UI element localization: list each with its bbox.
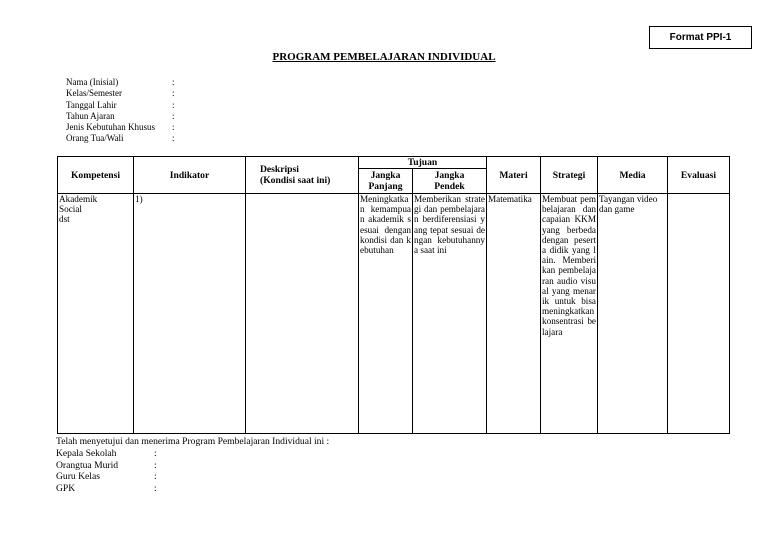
identity-sep: : bbox=[172, 99, 175, 110]
signer-row-principal bbox=[56, 448, 329, 460]
identity-label: Jenis Kebutuhan Khusus bbox=[66, 122, 155, 133]
cell-indikator: 1) bbox=[134, 194, 246, 434]
header-media: Media bbox=[598, 157, 668, 194]
student-identity bbox=[66, 77, 175, 145]
cell-jangka-pendek: Memberikan strategi dan pembelajaran berdiferensiasi yang tepat sesuai dengan kebutuhannya saat ini bbox=[413, 194, 487, 434]
cell-deskripsi bbox=[246, 194, 359, 434]
cell-media: Tayangan video dan game bbox=[598, 194, 668, 434]
header-materi: Materi bbox=[487, 157, 541, 194]
signer-sep: : bbox=[154, 447, 157, 459]
signer-label: GPK bbox=[56, 483, 76, 495]
approval-section bbox=[56, 436, 329, 495]
identity-sep: : bbox=[172, 133, 175, 144]
table-row bbox=[58, 194, 730, 434]
header-deskripsi: Deskripsi (Kondisi saat ini) bbox=[246, 157, 359, 194]
identity-row-guardian bbox=[66, 133, 175, 144]
identity-sep: : bbox=[172, 122, 175, 133]
ppi-table bbox=[57, 156, 730, 434]
cell-kompetensi: Akademik Social dst bbox=[58, 194, 134, 434]
header-tujuan: Tujuan bbox=[359, 157, 487, 169]
signer-row-teacher bbox=[56, 471, 329, 483]
approval-intro: Telah menyetujui dan menerima Program Pembelajaran Individual ini : bbox=[56, 436, 330, 447]
signer-sep: : bbox=[154, 471, 157, 483]
identity-sep: : bbox=[172, 110, 175, 121]
format-label: Format PPI-1 bbox=[649, 26, 752, 49]
cell-strategi: Membuat pembelajaran dan capaian KKM yang berbeda dengan peserta didik yang lain. Memberikan pembelajaran audio visual yang menarik untuk bisa meningkatkan konsentrasi belajara bbox=[541, 194, 598, 434]
header-indikator: Indikator bbox=[134, 157, 246, 194]
signer-row-gpk bbox=[56, 483, 329, 495]
identity-row-birthdate bbox=[66, 100, 175, 111]
identity-row-year bbox=[66, 111, 175, 122]
signer-sep: : bbox=[154, 483, 157, 495]
identity-label: Orang Tua/Wali bbox=[66, 133, 124, 144]
signer-row-parent bbox=[56, 460, 329, 472]
cell-materi: Matematika bbox=[487, 194, 541, 434]
identity-sep: : bbox=[172, 88, 175, 99]
identity-row-class bbox=[66, 88, 175, 99]
header-jangka-pendek: Jangka Pendek bbox=[413, 169, 487, 194]
signer-label: Guru Kelas bbox=[56, 471, 100, 483]
header-evaluasi: Evaluasi bbox=[668, 157, 730, 194]
identity-row-needs bbox=[66, 122, 175, 133]
header-strategi: Strategi bbox=[541, 157, 598, 194]
cell-evaluasi bbox=[668, 194, 730, 434]
identity-row-name bbox=[66, 77, 175, 88]
identity-label: Kelas/Semester bbox=[66, 88, 122, 99]
identity-label: Nama (Inisial) bbox=[66, 77, 119, 87]
signer-label: Kepala Sekolah bbox=[56, 447, 117, 459]
identity-label: Tahun Ajaran bbox=[66, 110, 115, 121]
header-jangka-panjang: Jangka Panjang bbox=[359, 169, 413, 194]
cell-jangka-panjang: Meningkatkan kemampuan akademik sesuai dengan kondisi dan kebutuhan bbox=[359, 194, 413, 434]
header-kompetensi: Kompetensi bbox=[58, 157, 134, 194]
page-title: PROGRAM PEMBELAJARAN INDIVIDUAL bbox=[272, 51, 496, 63]
signer-label: Orangtua Murid bbox=[56, 459, 119, 471]
signer-sep: : bbox=[154, 459, 157, 471]
identity-sep: : bbox=[172, 77, 175, 87]
identity-label: Tanggal Lahir bbox=[66, 99, 117, 110]
